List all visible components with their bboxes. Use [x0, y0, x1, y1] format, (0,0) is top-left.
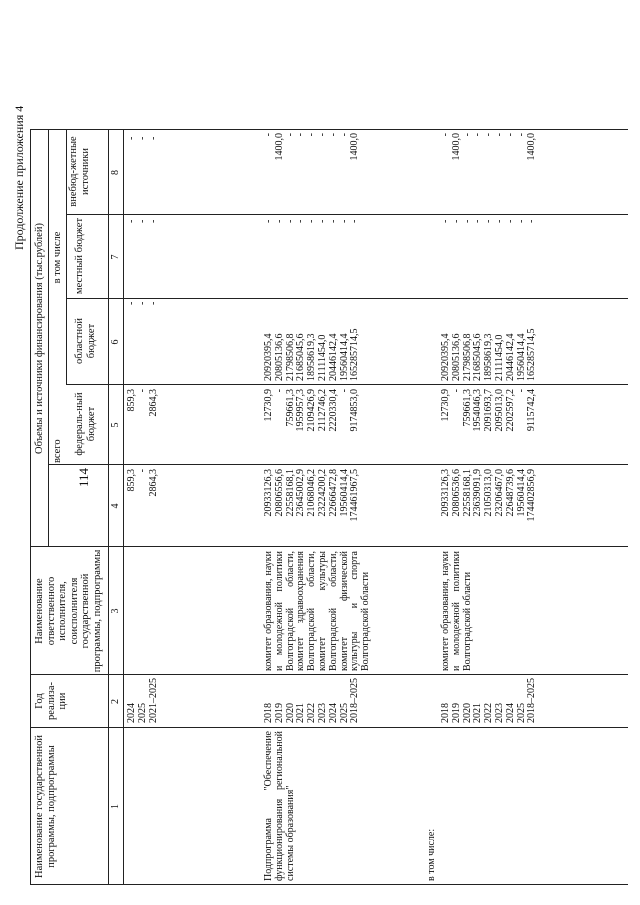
continuation-label: Продолжение приложения 4 — [12, 105, 26, 250]
block0-regional: - - - — [126, 301, 159, 305]
block1-executors: комитет образования, науки и молодежной политики Волгоградской области, комитет здравоохранения Волгоградской области, комитет культуры Волгоградской области, комитет физической культуры и спорта Волгоградской области — [263, 551, 372, 671]
header-rule — [108, 130, 109, 885]
col-divider — [48, 464, 628, 465]
col-number: 7 — [110, 254, 121, 260]
header-total: всего — [52, 439, 63, 463]
header-extrabudget: внебюд-жетные источники — [68, 136, 91, 207]
block2-total: 20933126,3 20806536,6 22558168,1 23639091,9 21050313,0 23206467,0 22648739,6 19560414,4 174402856,9 — [440, 469, 538, 522]
col-number: 6 — [110, 339, 121, 345]
block2-years: 2018 2019 2020 2021 2022 2023 2024 2025 2018–2025 — [440, 678, 538, 723]
block0-extrabudget: - - - — [126, 136, 159, 140]
page-number: 114 — [76, 467, 91, 487]
block0-local: - - - — [126, 219, 159, 223]
block1-federal: 12730,9 - 759661,3 1959957,3 2109426,9 2112746,2 2220330,4 - 9174853,0 — [263, 389, 361, 432]
col-number: 2 — [110, 699, 121, 704]
header-incl: в том числе — [52, 231, 63, 284]
col-number: 3 — [110, 608, 121, 614]
header-funding-group: Объемы и источники финансирования (тыс.рублей) — [34, 223, 45, 454]
block1-regional: 20920395,4 20805136,6 21798506,8 21685045,6 18958619,3 21111454,0 20446142,4 19560414,4 165285714,5 — [263, 328, 361, 381]
header-rule — [66, 130, 67, 385]
header-year: Год реализа-ции — [34, 682, 68, 720]
col-number: 8 — [110, 170, 121, 175]
block2-executors: комитет образования, науки и молодежной политики Волгоградской области — [440, 551, 473, 671]
block0-federal: 859,3 - 2864,3 — [126, 389, 159, 417]
table-top-border — [30, 130, 31, 885]
block2-extrabudget: - 1400,0 - - - - - - 1400,0 — [440, 133, 538, 161]
block0-total: 859,3 - 2864,3 — [126, 469, 159, 497]
header-rule — [123, 130, 124, 885]
header-executor: Наименование ответственного исполнителя, соисполнителя государственной программы, подпрограммы — [34, 549, 103, 673]
block2-local: - - - - - - - - - — [440, 219, 538, 223]
block2-label: в том числе: — [426, 828, 437, 881]
block1-years: 2018 2019 2020 2021 2022 2023 2024 2025 2018–2025 — [263, 678, 361, 723]
header-local: местный бюджет — [74, 217, 85, 295]
col-divider — [66, 384, 628, 385]
col-divider — [66, 298, 628, 299]
col-number: 5 — [110, 422, 121, 428]
header-rule — [48, 130, 49, 547]
header-regional: областной бюджет — [74, 318, 97, 364]
col-number: 4 — [110, 503, 121, 509]
header-program-name: Наименование государственной программы, подпрограммы — [34, 735, 57, 878]
col-divider — [66, 214, 628, 215]
block0-years: 2024 2025 2021–2025 — [126, 678, 159, 723]
block1-program-name: Подпрограмма "Обеспечение функционирования региональной системы образования" — [263, 731, 296, 881]
block2-regional: 20920395,4 20805136,6 21798506,8 21685045,6 18958619,3 21111454,0 20446142,4 19560414,4 165285714,5 — [440, 328, 538, 381]
header-federal: федераль-ный бюджет — [74, 392, 97, 456]
block1-total: 20933126,3 20806556,6 22558168,1 23645002,9 21068046,2 23224200,2 22666472,8 19560414,4 174461967,5 — [263, 469, 361, 522]
block2-federal: 12730,9 - 759661,3 1954046,3 2091693,7 2095013,0 2202597,2 - 9115742,4 — [440, 389, 538, 432]
block1-extrabudget: - 1400,0 - - - - - - 1400,0 — [263, 133, 361, 161]
block1-local: - - - - - - - - - — [263, 219, 361, 223]
col-number: 1 — [110, 804, 121, 809]
